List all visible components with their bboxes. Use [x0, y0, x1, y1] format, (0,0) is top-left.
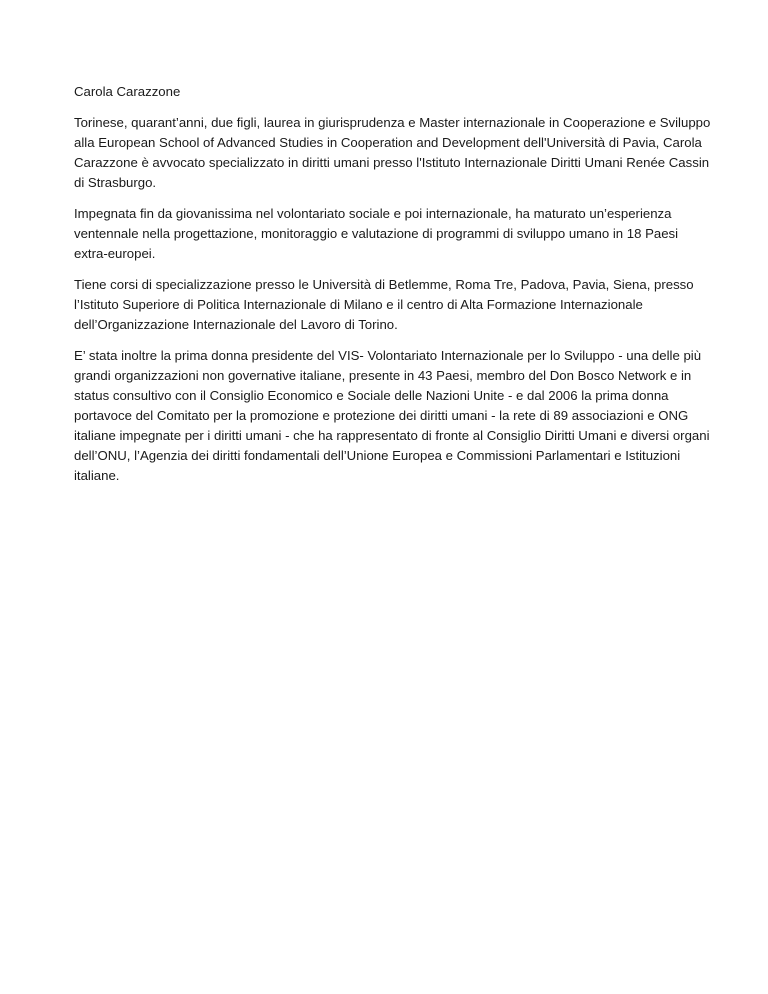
document-title: Carola Carazzone: [74, 84, 181, 99]
paragraph-presidency: E’ stata inoltre la prima donna presidente del VIS- Volontariato Internazionale per lo Sviluppo - una delle più grandi organizzazioni non governative italiane, presente in 43 Paesi, membro del Don Bosco Network e in status consultivo con il Consiglio Economico e Sociale delle Nazioni Unite - e dal 2006 la prima donna portavoce del Comitato per la promozione e protezione dei diritti umani - la rete di 89 associazioni e ONG italiane impegnate per i diritti umani - che ha rappresentato di fronte al Consiglio Diritti Umani e diversi organi dell’ONU, l’Agenzia dei diritti fondamentali dell’Unione Europea e Commissioni Parlamentari e Istituzioni italiane.: [74, 348, 710, 483]
paragraph-biography-intro: Torinese, quarant’anni, due figli, laurea in giurisprudenza e Master internazionale in Cooperazione e Sviluppo alla European School of Advanced Studies in Cooperation and Development dell'Università di Pavia, Carola Carazzone è avvocato specializzato in diritti umani presso l'Istituto Internazionale Diritti Umani Renée Cassin di Strasburgo.: [74, 115, 711, 190]
document-page: [74, 82, 714, 497]
paragraph-volunteering: Impegnata fin da giovanissima nel volontariato sociale e poi internazionale, ha maturato un’esperienza ventennale nella progettazione, monitoraggio e valutazione di programmi di sviluppo umano in 18 Paesi extra-europei.: [74, 206, 679, 261]
paragraph-teaching: Tiene corsi di specializzazione presso le Università di Betlemme, Roma Tre, Padova, Pavia, Siena, presso l’Istituto Superiore di Politica Internazionale di Milano e il centro di Alta Formazione Internazionale dell’Organizzazione Internazionale del Lavoro di Torino.: [74, 277, 694, 332]
